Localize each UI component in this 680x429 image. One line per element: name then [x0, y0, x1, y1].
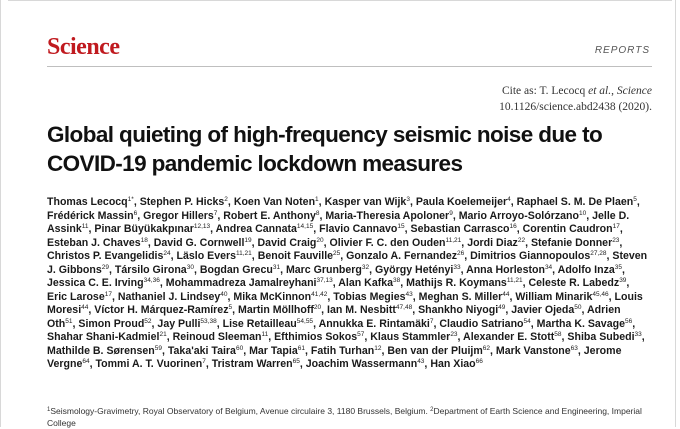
author-affiliation-marker: 11	[81, 223, 89, 230]
paper-title-line-1: Global quieting of high-frequency seismic noise due to	[47, 122, 603, 147]
affiliation-text: Department of Earth Science and Engineering, Imperial College	[47, 406, 642, 428]
author-affiliation-marker: 51	[65, 317, 73, 325]
author-name: Olivier F. C. den Ouden	[329, 236, 446, 249]
author-affiliation-marker: 32	[361, 263, 370, 271]
author-name: Jerome Vergne	[47, 344, 622, 370]
author-affiliation-marker: 11,21	[506, 277, 523, 284]
author-affiliation-marker: 56	[624, 317, 633, 325]
author-name: Társilo Girona	[114, 263, 187, 276]
author-affiliation-marker: 7	[202, 358, 206, 365]
author-name: Frédérick Massin	[47, 209, 134, 222]
author-affiliation-marker: 12	[374, 344, 382, 352]
affiliation-number: 2	[430, 407, 434, 413]
author-name: Claudio Satriano	[439, 317, 524, 330]
author-affiliation-marker: 31	[272, 263, 281, 271]
author-affiliation-marker: 7	[213, 209, 218, 217]
author-affiliation-marker: 47,48	[395, 304, 413, 311]
author-name: Shiba Subedi	[567, 331, 635, 343]
author-name: Maria-Theresia Apoloner	[325, 209, 450, 222]
author-affiliation-marker: 18	[140, 236, 148, 244]
affiliations	[47, 405, 651, 429]
author-affiliation-marker: 40	[220, 290, 228, 298]
author-name: Mar Tapia	[249, 344, 298, 357]
author-name: Adolfo Inza	[557, 263, 615, 276]
author-name: Joachim Wassermann	[305, 358, 418, 370]
author-name: Nathaniel J. Lindsey	[117, 290, 221, 303]
author-name: Anna Horleston	[466, 263, 545, 276]
author-affiliation-marker: 25	[333, 250, 341, 257]
author-name: Mark Vanstone	[495, 344, 571, 357]
author-name: Reinoud Sleeman	[172, 331, 262, 343]
author-name: Dimitrios Giannopoulos	[470, 250, 591, 262]
author-name: Andrea Cannata	[215, 223, 297, 235]
author-affiliation-marker: 61	[297, 344, 305, 352]
author-affiliation-marker: 33	[453, 263, 461, 271]
author-name: Han Xiao	[430, 358, 476, 370]
author-affiliation-marker: 37,13	[316, 277, 333, 284]
author-affiliation-marker: 66	[475, 358, 483, 365]
author-name: Benoit Fauville	[257, 250, 334, 262]
author-name: Koen Van Noten	[233, 196, 316, 208]
author-affiliation-marker: 44	[81, 304, 89, 311]
author-affiliation-marker: 41,42	[311, 290, 328, 298]
citation-journal: Science	[616, 85, 652, 97]
author-name: Adrien Oth	[47, 304, 621, 330]
author-affiliation-marker: 15	[397, 223, 405, 230]
author-affiliation-marker: 60	[235, 344, 244, 352]
author-name: Alexander E. Stott	[463, 331, 555, 343]
author-affiliation-marker: 44	[502, 290, 510, 298]
author-affiliation-marker: 27,28	[590, 250, 607, 257]
author-affiliation-marker: 16	[509, 223, 517, 230]
author-name: Jelle D. Assink	[47, 209, 630, 235]
author-name: Celeste R. Labedz	[528, 277, 620, 289]
author-affiliation-marker: 23	[450, 331, 458, 338]
author-name: David Craig	[257, 236, 317, 249]
author-affiliation-marker: 59	[154, 344, 162, 352]
author-name: Thomas Lecocq	[47, 196, 128, 208]
author-affiliation-marker: 23	[612, 236, 620, 244]
author-affiliation-marker: 29	[101, 263, 109, 271]
author-affiliation-marker: 30	[186, 263, 194, 271]
author-affiliation-marker: 9	[449, 209, 453, 217]
author-name: Stefanie Donner	[530, 236, 613, 249]
author-affiliation-marker: 65	[292, 358, 300, 365]
author-affiliation-marker: 39	[619, 277, 627, 284]
author-affiliation-marker: 20	[313, 304, 322, 311]
author-name: Lise Retailleau	[222, 317, 297, 330]
author-affiliation-marker: 57	[357, 331, 365, 338]
author-name: György Hetényi	[375, 263, 454, 276]
citation-doi: 10.1126/science.abd2438 (2020).	[499, 101, 652, 113]
page-right-border	[675, 0, 676, 427]
author-name: Corentin Caudron	[522, 223, 613, 235]
author-affiliation-marker: 43	[405, 290, 413, 298]
author-affiliation-marker: 7	[429, 317, 434, 325]
author-affiliation-marker: 4	[507, 196, 511, 203]
author-affiliation-marker: 3	[406, 196, 410, 203]
author-affiliation-marker: 19	[244, 236, 252, 244]
author-affiliation-marker: 52	[144, 317, 152, 325]
author-name: Mathijs R. Koymans	[406, 277, 507, 289]
author-name: Tristram Warren	[211, 358, 293, 370]
author-affiliation-marker: 34	[544, 263, 553, 271]
author-name: William Minarik	[515, 290, 593, 303]
author-name: Robert E. Anthony	[223, 209, 316, 222]
page-top-border	[8, 0, 672, 1]
author-affiliation-marker: 1*	[127, 196, 134, 203]
affiliation-number: 1	[47, 407, 51, 413]
author-name: Efthimios Sokos	[274, 331, 358, 343]
author-name: Tommi A. T. Vuorinen	[95, 358, 203, 370]
citation-prefix: Cite as: T. Lecocq	[502, 85, 589, 97]
author-affiliation-marker: 2	[224, 196, 228, 203]
author-affiliation-marker: 50	[574, 304, 582, 311]
author-name: Raphael S. M. De Plaen	[516, 196, 634, 208]
author-name: Läslo Evers	[176, 250, 236, 262]
author-name: Flavio Cannavo	[319, 223, 398, 235]
author-affiliation-marker: 17	[612, 223, 620, 230]
author-name: Bogdan Grecu	[199, 263, 273, 276]
author-name: Mika McKinnon	[233, 290, 312, 303]
author-name: Shahar Shani-Kadmiel	[47, 331, 160, 343]
citation-block	[332, 83, 652, 115]
author-affiliation-marker: 22	[517, 236, 526, 244]
author-affiliation-marker: 24	[163, 250, 171, 257]
author-name: Eric Larose	[47, 290, 105, 303]
author-name: Pinar Büyükakpınar	[94, 223, 194, 235]
author-affiliation-marker: 17	[104, 290, 112, 298]
page-left-border	[0, 0, 1, 427]
author-name: Mario Arroyo-Solórzano	[458, 209, 579, 222]
author-affiliation-marker: 58	[554, 331, 562, 338]
author-affiliation-marker: 53,38	[200, 317, 217, 325]
citation-separator: ,	[611, 85, 617, 97]
author-affiliation-marker: 10	[578, 209, 587, 217]
author-affiliation-marker: 43	[417, 358, 425, 365]
author-affiliation-marker: 14,15	[296, 223, 314, 230]
author-name: Gonzalo A. Fernandez	[346, 250, 458, 262]
author-affiliation-marker: 62	[482, 344, 490, 352]
author-name: Simon Proud	[78, 317, 145, 330]
author-name: Louis Moresi	[47, 290, 643, 316]
author-name: Mohammadreza Jamalreyhani	[165, 277, 317, 289]
author-affiliation-marker: 34,36	[143, 277, 160, 284]
author-affiliation-marker: 35	[614, 263, 622, 271]
author-affiliation-marker: 54	[523, 317, 531, 325]
journal-logo: Science	[47, 34, 120, 60]
author-name: Sebastian Carrasco	[410, 223, 510, 235]
author-name: Christos P. Evangelidis	[47, 250, 164, 262]
section-label: REPORTS	[594, 45, 650, 56]
author-affiliation-marker: 11	[261, 331, 269, 338]
author-name: Jessica C. E. Irving	[47, 277, 144, 289]
author-name: Shankho Niyogi	[418, 304, 499, 316]
author-name: David G. Cornwell	[153, 236, 245, 249]
author-affiliation-marker: 12,13	[193, 223, 211, 230]
author-name: Steven J. Gibbons	[47, 250, 648, 276]
author-affiliation-marker: 8	[315, 209, 320, 217]
citation-et-al: et al.	[588, 85, 612, 97]
author-name: Annukka E. Rintamäki	[318, 317, 430, 330]
author-name: Jordi Diaz	[467, 236, 518, 249]
paper-title	[47, 120, 647, 178]
author-affiliation-marker: 11,21	[236, 250, 252, 257]
affiliation-text: Seismology-Gravimetry, Royal Observatory of Belgium, Avenue circulaire 3, 1180 Brussels, Belgium.	[50, 406, 431, 416]
author-name: Marc Grunberg	[285, 263, 362, 276]
author-name: Jay Pulli	[157, 317, 201, 330]
citation-line-1	[332, 83, 652, 99]
author-list: Thomas Lecocq$^{1*}$, Stephen P. Hicks$^2$, Koen Van Noten$^1$, Kasper van Wijk$^3$, Paula Koelemeijer$^4$, Raphael S. M. De Plaen$^5$, Frédérick Massin$^6$, Gregor Hillers$^7$, Robert E. Anthony$^8$, Maria-Theresia Apoloner$^9$, Mario Arroyo-Solórzano$^{10}$, Jelle D. Assink$^{11}$, Pinar Büyükakpınar$^{12,13}$, Andrea Cannata$^{14,15}$, Flavio Cannavo$^{15}$, Sebastian Carrasco$^{16}$, Corentin Caudron$^{17}$, Esteban J. Chaves$^{18}$, David G. Cornwell$^{19}$, David Craig$^{20}$, Olivier F. C. den Ouden$^{11,21}$, Jordi Diaz$^{22}$, Stefanie Donner$^{23}$, Christos P. Evangelidis$^{24}$, Läslo Evers$^{11,21}$, Benoit Fauville$^{25}$, Gonzalo A. Fernandez$^{26}$, Dimitrios Giannopoulos$^{27,28}$, Steven J. Gibbons$^{29}$, Társilo Girona$^{30}$, Bogdan Grecu$^{31}$, Marc Grunberg$^{32}$, György Hetényi$^{33}$, Anna Horleston$^{34}$, Adolfo Inza$^{35}$, Jessica C. E. Irving$^{34,36}$, Mohammadreza Jamalreyhani$^{37,13}$, Alan Kafka$^{38}$, Mathijs R. Koymans$^{11,21}$, Celeste R. Labedz$^{39}$, Eric Larose$^{17}$, Nathaniel J. Lindsey$^{40}$, Mika McKinnon$^{41,42}$, Tobias Megies$^{43}$, Meghan S. Miller$^{44}$, William Minarik$^{45,46}$, Louis Moresi$^{44}$, Víctor H. Márquez-Ramírez$^5$, Martin Möllhoff$^{20}$, Ian M. Nesbitt$^{47,48}$, Shankho Niyogi$^{49}$, Javier Ojeda$^{50}$, Adrien Oth$^{51}$, Simon Proud$^{52}$, Jay Pulli$^{53,38}$, Lise Retailleau$^{54,55}$, Annukka E. Rintamäki$^7$, Claudio Satriano$^{54}$, Martha K. Savage$^{56}$, Shahar Shani-Kadmiel$^{21}$, Reinoud Sleeman$^{11}$, Efthimios Sokos$^{57}$, Klaus Stammler$^{23}$, Alexander E. Stott$^{58}$, Shiba Subedi$^{33}$, Mathilde B. Sørensen$^{59}$, Taka'aki Taira$^{60}$, Mar Tapia$^{61}$, Fatih Turhan$^{12}$, Ben van der Pluijm$^{62}$, Mark Vanstone$^{63}$, Jerome Vergne$^{64}$, Tommi A. T. Vuorinen$^7$, Tristram Warren$^{65}$, Joachim Wassermann$^{43}$, Han Xiao$^{66}$	[47, 196, 648, 370]
author-name: Mathilde B. Sørensen	[47, 344, 155, 357]
author-name: Víctor H. Márquez-Ramírez	[94, 304, 229, 316]
author-affiliation-marker: 33	[634, 331, 642, 338]
author-name: Taka'aki Taira	[167, 344, 236, 357]
author-name: Esteban J. Chaves	[47, 236, 141, 249]
author-affiliation-marker: 64	[82, 358, 90, 365]
author-name: Klaus Stammler	[370, 331, 451, 343]
author-affiliation-marker: 5	[633, 196, 637, 203]
author-name: Meghan S. Miller	[418, 290, 503, 303]
author-affiliation-marker: 63	[570, 344, 578, 352]
author-affiliation-marker: 1	[315, 196, 319, 203]
author-name: Javier Ojeda	[511, 304, 575, 316]
author-affiliation-marker: 6	[133, 209, 138, 217]
paper-title-line-2: COVID-19 pandemic lockdown measures	[47, 151, 463, 176]
author-name: Paula Koelemeijer	[415, 196, 508, 208]
author-name: Martha K. Savage	[536, 317, 625, 330]
author-name: Stephen P. Hicks	[139, 196, 225, 208]
author-name: Gregor Hillers	[143, 209, 214, 222]
author-name: Martin Möllhoff	[238, 304, 314, 316]
author-name: Ben van der Pluijm	[387, 344, 483, 357]
author-affiliation-marker: 11,21	[445, 236, 462, 244]
author-name: Fatih Turhan	[310, 344, 375, 357]
header-divider	[47, 66, 652, 67]
author-affiliation-marker: 20	[316, 236, 324, 244]
author-affiliation-marker: 26	[457, 250, 465, 257]
author-name: Ian M. Nesbitt	[327, 304, 396, 316]
author-affiliation-marker: 38	[393, 277, 401, 284]
author-affiliation-marker: 49	[498, 304, 506, 311]
author-affiliation-marker: 45,46	[592, 290, 609, 298]
author-affiliation-marker: 54,55	[296, 317, 314, 325]
author-affiliation-marker: 5	[228, 304, 233, 311]
author-name: Alan Kafka	[338, 277, 394, 289]
author-name: Kasper van Wijk	[324, 196, 407, 208]
author-affiliation-marker: 21	[159, 331, 167, 338]
author-name: Tobias Megies	[333, 290, 406, 303]
